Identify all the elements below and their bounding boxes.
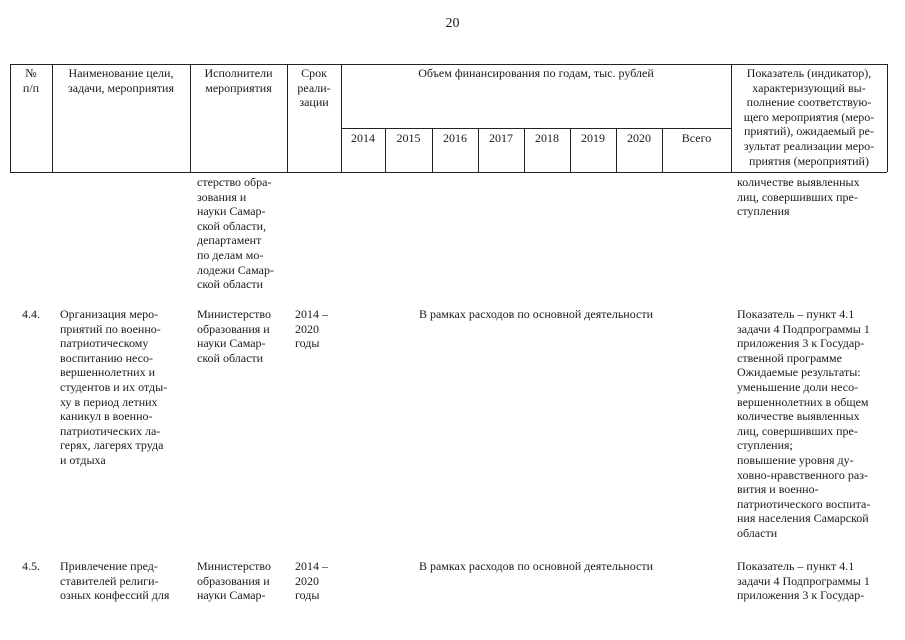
row-indicator: Показатель – пункт 4.1 задачи 4 Подпрограммы 1 приложения 3 к Государ- (737, 559, 870, 603)
row-executors: Министерство образования и науки Самар- ской области (197, 307, 271, 365)
row-indicator: Показатель – пункт 4.1 задачи 4 Подпрограммы 1 приложения 3 к Государ- ственной программе Ожидаемые результаты: уменьшение доли несо- вершеннолетних в общем количестве выявленных лиц, совершивших пре- ступления; повышение уровня ду- ховно-нравственного раз- вития и военно- патриотического воспита- ния населения Самарской области (737, 307, 871, 540)
row-financing: В рамках расходов по основной деятельности (418, 307, 654, 321)
header-year-2017: 2017 (489, 131, 513, 145)
row-num: 4.4. (22, 307, 40, 321)
continuation-indicator: количестве выявленных лиц, совершивших пре- ступления (737, 175, 860, 219)
header-term: Срок реали- зации (297, 66, 331, 110)
row-term: 2014 – 2020 годы (295, 559, 328, 603)
row-name: Привлечение пред- ставителей религи- озных конфессий для (60, 559, 170, 603)
header-name: Наименование цели, задачи, мероприятия (68, 66, 174, 95)
row-executors: Министерство образования и науки Самар- (197, 559, 271, 603)
header-total: Всего (681, 131, 712, 145)
header-year-2014: 2014 (351, 131, 375, 145)
header-year-2016: 2016 (443, 131, 467, 145)
row-term: 2014 – 2020 годы (295, 307, 328, 351)
row-financing: В рамках расходов по основной деятельности (418, 559, 654, 573)
header-financing: Объем финансирования по годам, тыс. рублей (418, 66, 654, 80)
header-executors: Исполнители мероприятия (204, 66, 273, 95)
page-number: 20 (445, 16, 460, 31)
header-year-2015: 2015 (396, 131, 421, 145)
row-num: 4.5. (22, 559, 40, 573)
header-num: № п/п (22, 66, 40, 95)
header-year-2019: 2019 (581, 131, 605, 145)
row-name: Организация меро- приятий по военно- патриотическому воспитанию несо- вершеннолетних и студентов и их отды- ху в период летних каникул в военно- патриотических ла- герях, лагерях труда и отдыха (60, 307, 168, 467)
header-year-2020: 2020 (627, 131, 651, 145)
header-indicator: Показатель (индикатор), характеризующий вы- полнение соответствую- щего мероприятия (меро- приятий), ожидаемый ре- зультат реализации меро- приятия (мероприятий) (743, 66, 875, 168)
continuation-executors: стерство обра- зования и науки Самар- ской области, департамент по делам мо- лодежи Самар- ской области (197, 175, 274, 292)
header-year-2018: 2018 (535, 131, 559, 145)
